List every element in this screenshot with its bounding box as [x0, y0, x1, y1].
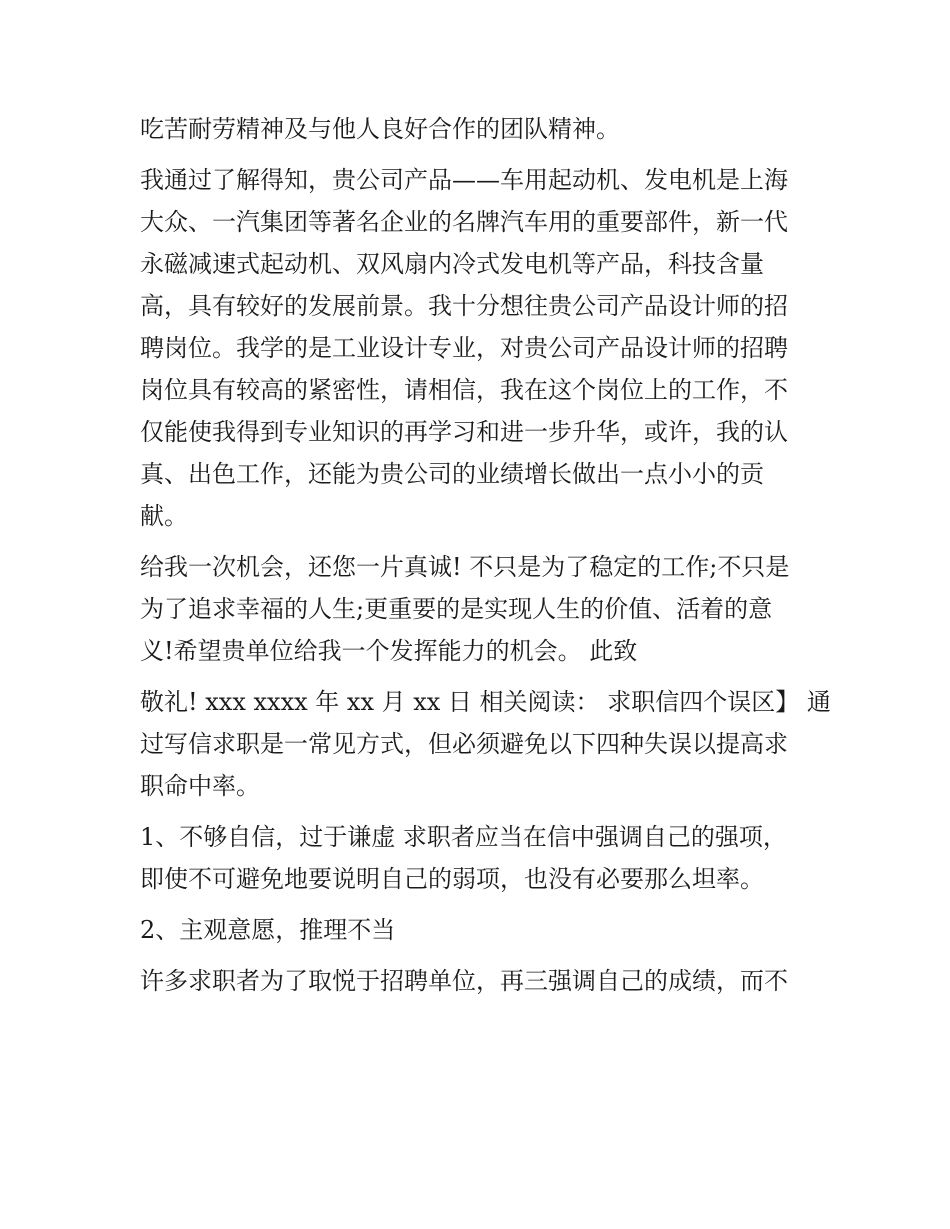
text-line: 献。 [140, 502, 188, 530]
text-line: 真、出色工作，还能为贵公司的业绩增长做出一点小小的贡 [140, 460, 764, 488]
text-line: 高，具有较好的发展前景。我十分想往贵公司产品设计师的招 [140, 292, 788, 320]
text-line: 我通过了解得知，贵公司产品——车用起动机、发电机是上海 [140, 166, 788, 194]
text-line: 为了追求幸福的人生;更重要的是实现人生的价值、活着的意 [140, 595, 773, 623]
text-line: 给我一次机会，还您一片真诚! 不只是为了稳定的工作;不只是 [140, 553, 790, 581]
text-line: 敬礼! xxx xxxx 年 xx 月 xx 日 相关阅读： 求职信四个误区】 通 [140, 688, 831, 716]
text-line: 许多求职者为了取悦于招聘单位，再三强调自己的成绩，而不 [140, 967, 788, 995]
text-line: 即使不可避免地要说明自己的弱项，也没有必要那么坦率。 [140, 865, 764, 893]
text-line: 聘岗位。我学的是工业设计专业，对贵公司产品设计师的招聘 [140, 334, 788, 362]
text-line: 义!希望贵单位给我一个发挥能力的机会。 此致 [140, 637, 638, 665]
text-line: 岗位具有较高的紧密性，请相信，我在这个岗位上的工作，不 [140, 376, 788, 404]
text-line: 大众、一汽集团等著名企业的名牌汽车用的重要部件，新一代 [140, 208, 788, 236]
text-line: 过写信求职是一常见方式，但必须避免以下四种失误以提高求 [140, 730, 788, 758]
text-line: 2、主观意愿，推理不当 [140, 916, 396, 944]
body-text [140, 108, 831, 1002]
text-line: 永磁减速式起动机、双风扇内冷式发电机等产品，科技含量 [140, 250, 764, 278]
text-line: 职命中率。 [140, 772, 260, 800]
text-line: 1、不够自信，过于谦虚 求职者应当在信中强调自己的强项， [140, 823, 787, 851]
text-line: 仅能使我得到专业知识的再学习和进一步升华，或许，我的认 [140, 418, 788, 446]
text-line: 吃苦耐劳精神及与他人良好合作的团队精神。 [140, 115, 620, 143]
